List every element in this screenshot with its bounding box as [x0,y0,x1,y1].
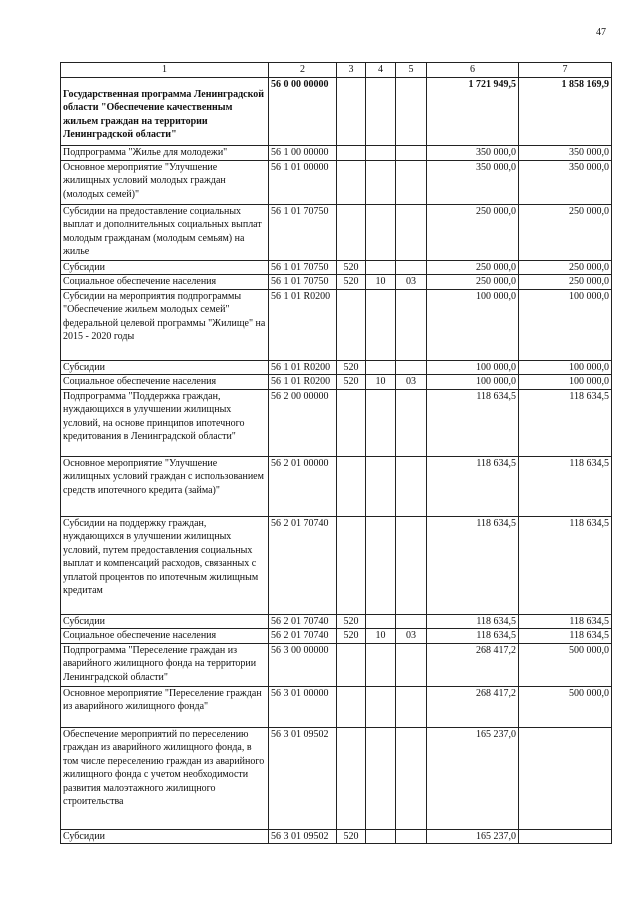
table-row [61,145,612,160]
row-pr [396,614,427,629]
row-year2: 118 634,5 [519,456,612,516]
row-rz [366,829,396,844]
row-vr: 520 [337,375,366,390]
row-year2: 350 000,0 [519,145,612,160]
row-rz [366,614,396,629]
row-code: 56 0 00 00000 [269,77,337,145]
row-vr [337,456,366,516]
table-row [61,614,612,629]
row-year1: 100 000,0 [427,360,519,375]
row-year2: 100 000,0 [519,360,612,375]
row-year1: 268 417,2 [427,643,519,686]
column-number-6: 6 [427,63,519,78]
column-number-1: 1 [61,63,269,78]
row-rz [366,160,396,204]
table-row [61,727,612,829]
row-pr [396,77,427,145]
row-vr: 520 [337,629,366,644]
row-code: 56 1 01 70750 [269,204,337,260]
row-year2 [519,727,612,829]
row-year2: 500 000,0 [519,643,612,686]
row-rz [366,360,396,375]
column-number-4: 4 [366,63,396,78]
row-pr: 03 [396,629,427,644]
row-year1: 350 000,0 [427,160,519,204]
row-year2: 118 634,5 [519,516,612,614]
table-row [61,160,612,204]
row-name: Субсидии [61,614,269,629]
row-rz [366,204,396,260]
row-code: 56 2 00 00000 [269,389,337,456]
row-pr [396,643,427,686]
row-pr [396,204,427,260]
row-name: Субсидии [61,260,269,275]
row-vr: 520 [337,829,366,844]
row-name: Подпрограмма "Переселение граждан из аварийного жилищного фонда на территории Ленинградской области" [61,643,269,686]
table-header-row [61,63,612,78]
row-rz [366,289,396,360]
row-year1: 118 634,5 [427,516,519,614]
row-year1: 118 634,5 [427,389,519,456]
row-year1: 165 237,0 [427,727,519,829]
row-rz [366,686,396,727]
row-code: 56 2 01 00000 [269,456,337,516]
row-year2: 350 000,0 [519,160,612,204]
row-rz: 10 [366,375,396,390]
table-row [61,360,612,375]
page-number: 47 [596,27,606,38]
row-rz [366,643,396,686]
table-row [61,629,612,644]
row-name: Социальное обеспечение населения [61,275,269,290]
row-vr [337,204,366,260]
row-name: Обеспечение мероприятий по переселению граждан из аварийного жилищного фонда, в том числе переселению граждан из аварийного жилищного фонда с учетом необходимости развития малоэтажного жилищного строительства [61,727,269,829]
row-vr: 520 [337,614,366,629]
row-year2: 500 000,0 [519,686,612,727]
row-code: 56 1 01 R0200 [269,289,337,360]
table-row [61,260,612,275]
row-vr: 520 [337,275,366,290]
row-name: Субсидии [61,360,269,375]
row-year1: 268 417,2 [427,686,519,727]
row-vr: 520 [337,260,366,275]
row-vr [337,727,366,829]
row-year2: 250 000,0 [519,260,612,275]
row-code: 56 3 01 00000 [269,686,337,727]
row-year2: 118 634,5 [519,629,612,644]
row-vr [337,643,366,686]
row-code: 56 1 01 R0200 [269,375,337,390]
column-number-2: 2 [269,63,337,78]
row-rz [366,727,396,829]
table-row [61,389,612,456]
column-number-5: 5 [396,63,427,78]
row-year1: 118 634,5 [427,629,519,644]
row-code: 56 1 01 00000 [269,160,337,204]
column-number-3: 3 [337,63,366,78]
row-name: Социальное обеспечение населения [61,629,269,644]
row-name: Основное мероприятие "Улучшение жилищных условий граждан с использованием средств ипотечного кредита (займа)" [61,456,269,516]
row-code: 56 3 01 09502 [269,727,337,829]
row-vr: 520 [337,360,366,375]
budget-table [60,62,612,844]
table-row [61,643,612,686]
row-code: 56 2 01 70740 [269,516,337,614]
row-vr [337,160,366,204]
row-pr [396,686,427,727]
table-row-program [61,77,612,145]
row-name: Подпрограмма "Поддержка граждан, нуждающихся в улучшении жилищных условий, на основе принципов ипотечного кредитования в Ленинградской области" [61,389,269,456]
row-pr [396,516,427,614]
row-pr [396,260,427,275]
row-pr [396,389,427,456]
table-row [61,686,612,727]
table-row [61,456,612,516]
row-code: 56 3 01 09502 [269,829,337,844]
table-row [61,289,612,360]
row-year2: 118 634,5 [519,614,612,629]
row-vr [337,389,366,456]
row-vr [337,77,366,145]
row-year1: 250 000,0 [427,204,519,260]
column-number-7: 7 [519,63,612,78]
row-year2: 1 858 169,9 [519,77,612,145]
row-year1: 100 000,0 [427,289,519,360]
row-year1: 1 721 949,5 [427,77,519,145]
row-pr [396,727,427,829]
row-year1: 250 000,0 [427,275,519,290]
row-year1: 100 000,0 [427,375,519,390]
row-code: 56 1 01 70750 [269,260,337,275]
row-code: 56 3 00 00000 [269,643,337,686]
row-name: Субсидии на предоставление социальных выплат и дополнительных социальных выплат молодым гражданам (молодым семьям) на жилье [61,204,269,260]
row-rz: 10 [366,275,396,290]
row-name: Подпрограмма "Жилье для молодежи" [61,145,269,160]
row-rz [366,456,396,516]
row-pr [396,456,427,516]
row-name: Государственная программа Ленинградской области "Обеспечение качественным жильем граждан на территории Ленинградской области" [61,77,269,145]
table-row [61,375,612,390]
table-row [61,275,612,290]
row-rz [366,260,396,275]
row-vr [337,516,366,614]
row-pr: 03 [396,375,427,390]
row-code: 56 1 01 R0200 [269,360,337,375]
row-year1: 165 237,0 [427,829,519,844]
row-rz [366,516,396,614]
row-code: 56 2 01 70740 [269,629,337,644]
row-year2: 250 000,0 [519,275,612,290]
table-row [61,829,612,844]
row-year2 [519,829,612,844]
row-vr [337,289,366,360]
row-year1: 350 000,0 [427,145,519,160]
row-pr [396,289,427,360]
row-year1: 118 634,5 [427,456,519,516]
row-year2: 118 634,5 [519,389,612,456]
row-name: Субсидии на поддержку граждан, нуждающихся в улучшении жилищных условий, путем предоставления социальных выплат и компенсаций расходов, связанных с уплатой процентов по ипотечным жилищным кредитам [61,516,269,614]
row-pr [396,829,427,844]
table-row [61,516,612,614]
row-name: Основное мероприятие "Переселение граждан из аварийного жилищного фонда" [61,686,269,727]
row-vr [337,145,366,160]
row-name: Социальное обеспечение населения [61,375,269,390]
row-year2: 250 000,0 [519,204,612,260]
row-rz [366,77,396,145]
table-row [61,204,612,260]
row-rz [366,389,396,456]
row-year1: 250 000,0 [427,260,519,275]
row-year2: 100 000,0 [519,375,612,390]
row-pr: 03 [396,275,427,290]
row-code: 56 1 01 70750 [269,275,337,290]
row-pr [396,360,427,375]
row-year2: 100 000,0 [519,289,612,360]
row-code: 56 2 01 70740 [269,614,337,629]
row-name: Субсидии на мероприятия подпрограммы "Обеспечение жильем молодых семей" федеральной целевой программы "Жилище" на 2015 - 2020 годы [61,289,269,360]
row-pr [396,160,427,204]
row-rz [366,145,396,160]
row-year1: 118 634,5 [427,614,519,629]
row-code: 56 1 00 00000 [269,145,337,160]
row-rz: 10 [366,629,396,644]
row-name: Субсидии [61,829,269,844]
row-vr [337,686,366,727]
row-pr [396,145,427,160]
row-name: Основное мероприятие "Улучшение жилищных условий молодых граждан (молодых семей)" [61,160,269,204]
